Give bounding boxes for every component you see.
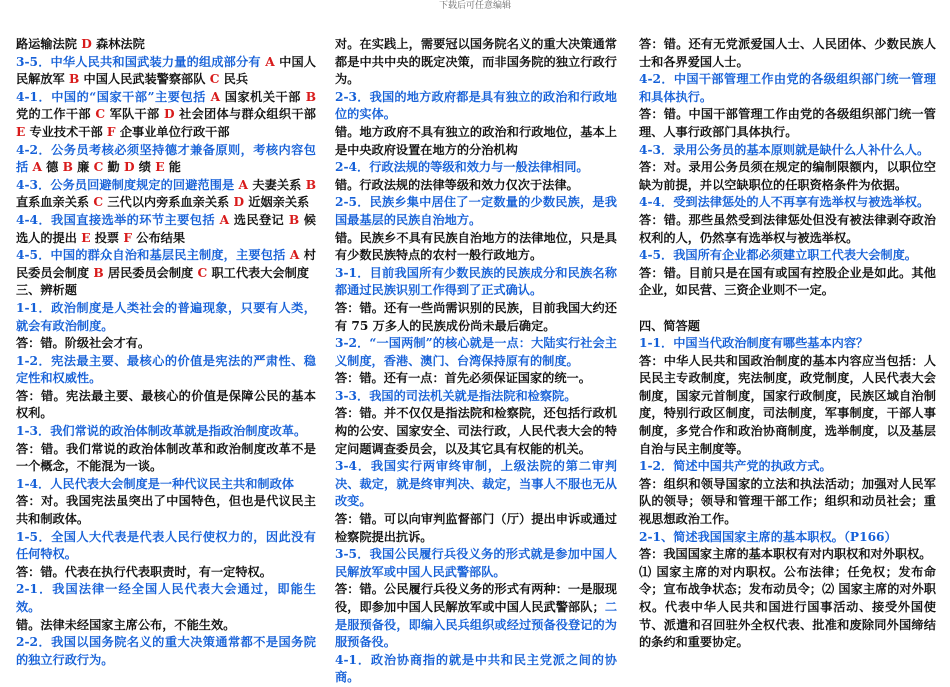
answer-text: 答：错。还有一些尚需识别的民族，目前我国大约还有 75 万多人的民族成份尚未最后确定。 xyxy=(335,300,617,333)
answer xyxy=(16,388,316,423)
question xyxy=(16,353,316,388)
question xyxy=(16,634,316,669)
question-text: 1-1．政治制度是人类社会的普遍现象，只要有人类，就会有政治制度。 xyxy=(16,300,316,333)
question xyxy=(335,652,617,687)
question-text: 3-5．中华人民共和国武装力量的组成部分有 xyxy=(16,54,266,69)
answer-text: 答：错。可以向审判监督部门（厅）提出申诉或通过检察院提出抗诉。 xyxy=(335,512,617,544)
section-heading-text: 四、简答题 xyxy=(639,318,700,333)
option-letter: C xyxy=(209,72,220,87)
question-text: 2-1、简述我国国家主席的基本职权。（P166） xyxy=(639,529,897,544)
answer xyxy=(16,564,316,582)
option-letter: E xyxy=(155,160,165,175)
question xyxy=(16,423,316,441)
answer-text: 答：错。宪法最主要、最核心的价值是保障公民的基本权利。 xyxy=(16,388,316,421)
question-text: 2-1．我国法律一经全国人民代表大会通过，即能生效。 xyxy=(16,582,316,614)
item-text: 绩 xyxy=(134,160,156,175)
section-heading xyxy=(639,318,936,336)
item-text: 德 xyxy=(41,160,63,175)
answer xyxy=(335,511,617,546)
answer-text: 错。行政法规的法律等级和效力仅次于法律。 xyxy=(335,177,579,192)
choice-item xyxy=(16,36,316,54)
question-text: 1-3．我们常说的政治体制改革就是指政治制度改革。 xyxy=(16,424,307,439)
answer-text: 答：对。录用公务员须在规定的编制限额内，以职位空缺为前提，并以空缺职位的任职资格条件为依据。 xyxy=(639,160,936,192)
choice-item xyxy=(16,89,316,142)
answer xyxy=(639,476,936,529)
question-text: 4-2．中国干部管理工作由党的各级组织部门统一管理和具体执行。 xyxy=(639,72,936,104)
answer xyxy=(16,441,316,476)
answer xyxy=(639,546,936,564)
answer xyxy=(16,335,316,353)
item-text: 居民委员会制度 xyxy=(103,265,198,280)
item-text: 廉 xyxy=(72,160,94,175)
item-text: 勤 xyxy=(103,160,124,175)
question-text: 3-3．我国的司法机关就是指法院和检察院。 xyxy=(335,388,577,403)
question xyxy=(335,89,617,124)
answer xyxy=(639,265,936,300)
option-letter: B xyxy=(305,89,316,104)
answer xyxy=(335,405,617,458)
question-text: 1-1．中国当代政治制度有哪些基本内容？ xyxy=(639,336,869,351)
answer xyxy=(335,36,617,89)
item-text: 近姻亲关系 xyxy=(244,195,310,210)
choice-item xyxy=(16,54,316,89)
item-text: 三代以内旁系血亲关系 xyxy=(103,195,234,210)
answer-text: 答：对。我国宪法虽突出了中国特色，但也是代议民主共和制政体。 xyxy=(16,494,316,527)
item-text: 投票 xyxy=(90,230,124,245)
question-text: 4-2．公务员考核必须坚持德才兼备原则，考核内容包括 xyxy=(16,142,316,175)
item-text: 森林法院 xyxy=(91,37,145,51)
item-text: 军队干部 xyxy=(105,107,164,122)
option-letter: C xyxy=(95,107,106,122)
question-text: 4-4．我国直接选举的环节主要包括 xyxy=(16,212,220,227)
option-letter: A xyxy=(289,248,300,263)
answer-text: 对。在实践上，需要冠以国务院名义的重大决策通常都是中共中央的既定决策，而非国务院的独立行政行为。 xyxy=(335,37,617,87)
item-text: 候选人的提出 xyxy=(16,212,316,245)
question-text: 4-3．公务员回避制度规定的回避范围是 xyxy=(16,177,239,192)
question-text: 4-5．中国的群众自治和基层民主制度，主要包括 xyxy=(16,248,290,263)
answer xyxy=(335,370,617,388)
option-letter: D xyxy=(164,107,175,122)
item-text: 夫妻关系 xyxy=(248,177,306,192)
item-text: 民兵 xyxy=(219,72,249,87)
answer-text: 错。地方政府不具有独立的政治和行政地位，基本上是中央政府设置在地方的分治机构 xyxy=(335,124,617,157)
answer-text: 答：错。还有一点：首先必须保证国家的统一。 xyxy=(335,371,591,386)
answer-text: 答：错。阶级社会才有。 xyxy=(16,336,151,351)
item-text: 选民登记 xyxy=(229,212,289,227)
answer xyxy=(335,230,617,265)
question-text: 1-4．人民代表大会制度是一种代议民主共和制政体 xyxy=(16,476,294,491)
section-heading-text: 三、辨析题 xyxy=(16,283,77,298)
question-text: 4-4．受到法律惩处的人不再享有选举权与被选举权。 xyxy=(639,195,930,210)
answer-text: 答：错。目前只是在国有或国有控股企业是如此。其他企业，如民营、三资企业则不一定。 xyxy=(639,265,936,298)
option-letter: C xyxy=(93,195,104,210)
answer xyxy=(639,36,936,71)
question xyxy=(639,71,936,106)
question-text: 1-5．全国人大代表是代表人民行使权力的，因此没有任何特权。 xyxy=(16,529,316,562)
item-text: 路运输法院 xyxy=(16,37,82,51)
question xyxy=(639,194,936,212)
question-text: 3-1．目前我国所有少数民族的民族成分和民族名称都通过民族识别工作得到了正式确认。 xyxy=(335,265,617,298)
question xyxy=(335,265,617,300)
choice-item xyxy=(16,247,316,282)
option-letter: B xyxy=(69,72,80,87)
item-text: 答：错。公民履行兵役义务的形式有两种：一是服现役，即参加中国人民解放军或中国人民武警部队； xyxy=(335,582,617,614)
question xyxy=(16,476,316,494)
option-letter: F xyxy=(123,230,133,245)
option-letter: B xyxy=(62,160,73,175)
item-text: 职工代表大会制度 xyxy=(207,265,309,280)
question xyxy=(335,388,617,406)
item-text: 社会团体与群众组织干部 xyxy=(174,107,316,122)
column-right xyxy=(639,36,936,652)
question-text: 3-4．我国实行两审终审制，上级法院的第二审判决、裁定，就是终审判决、裁定，当事人不服也无从改变。 xyxy=(335,459,617,509)
option-letter: B xyxy=(288,212,300,227)
answer xyxy=(335,300,617,335)
answer-text: 答：错。代表在执行代表职责时，有一定特权。 xyxy=(16,564,272,579)
section-heading xyxy=(16,282,316,300)
question xyxy=(335,159,617,177)
question xyxy=(639,335,936,353)
question-text: 1-2．简述中国共产党的执政方式。 xyxy=(639,459,832,474)
answer-text: 答：中华人民共和国政治制度的基本内容应当包括：人民民主专政制度，宪法制度，政党制度，人民代表大会制度，国家元首制度，国家行政制度，民族区域自治制度，特别行政区制度，司法制度，军事制度，干部人事制度，多党合作和政治协商制度，选举制度，以及基层自治与民主制度等。 xyxy=(639,353,936,456)
blank-line xyxy=(639,300,936,318)
question-text: 4-1．政治协商指的就是中共和民主党派之间的协商。 xyxy=(335,652,617,685)
item-text: 中国人民武装警察部队 xyxy=(79,72,210,87)
choice-item xyxy=(16,177,316,212)
item-text: 直系血亲关系 xyxy=(16,195,94,210)
question-text: 1-2．宪法最主要、最核心的价值是宪法的严肃性、稳定性和权威性。 xyxy=(16,353,316,386)
question xyxy=(335,546,617,581)
item-text: 企事业单位行政干部 xyxy=(115,124,230,139)
item-text: 党的工作干部 xyxy=(16,107,96,122)
choice-item xyxy=(16,142,316,177)
question-text: 4-5．我国所有企业都必须建立职工代表大会制度。 xyxy=(639,248,917,263)
option-letter: F xyxy=(106,124,116,139)
question xyxy=(639,529,936,547)
item-text: 国家机关干部 xyxy=(220,89,306,104)
question xyxy=(16,300,316,335)
answer-text: 答：错。中国干部管理工作由党的各级组织部门统一管理、人事行政部门具体执行。 xyxy=(639,107,936,139)
question-text: 2-4．行政法规的等级和效力与一般法律相同。 xyxy=(335,160,589,175)
item-text: 村民委员会制度 xyxy=(16,248,316,280)
answer-text: 答：错。那些虽然受到法律惩处但没有被法律剥夺政治权利的人，仍然享有选举权与被选举权。 xyxy=(639,212,936,245)
answer-text: 答：错。我们常说的政治体制改革和政治制度改革不是一个概念，不能混为一谈。 xyxy=(16,441,316,474)
option-letter: E xyxy=(16,124,26,139)
option-letter: C xyxy=(93,160,104,175)
option-letter: E xyxy=(81,230,91,245)
answer-text: ⑴ 国家主席的对内职权。公布法律；任免权；发布命令；宣布战争状态；发布动员令；⑵ 国家主席的对外职权。代表中华人民共和国进行国事活动、接受外国使节、派遣和召回驻外全权代表、批准和废除同外国缔结的条约和重要协定。 xyxy=(639,564,936,650)
item-text: 中国人民解放军 xyxy=(16,54,316,87)
answer-text: 答：我国国家主席的基本职权有对内职权和对外职权。 xyxy=(639,547,932,562)
question xyxy=(16,529,316,564)
answer-text: 错。民族乡不具有民族自治地方的法律地位，只是具有少数民族特点的农村一般行政地方。 xyxy=(335,230,617,263)
question-text: 3-5．我国公民履行兵役义务的形式就是参加中国人民解放军或中国人民武警部队。 xyxy=(335,547,617,579)
question xyxy=(335,458,617,511)
answer xyxy=(16,493,316,528)
answer-text: 答：错。还有无党派爱国人士、人民团体、少数民族人士和各界爱国人士。 xyxy=(639,37,936,69)
question xyxy=(16,581,316,616)
question xyxy=(639,458,936,476)
answer xyxy=(639,106,936,141)
choice-item xyxy=(16,212,316,247)
question-text: 2-3．我国的地方政府都是具有独立的政治和行政地位的实体。 xyxy=(335,89,617,122)
question-text: 4-1．中国的“国家干部”主要包括 xyxy=(16,89,211,104)
question-text: 3-2．“一国两制”的核心就是一点：大陆实行社会主义制度，香港、澳门、台湾保持原有的制度。 xyxy=(335,336,617,368)
answer-text: 答：错。并不仅仅是指法院和检察院，还包括行政机构的公安、国家安全、司法行政，人民代表大会的特定问题调查委员会，以及其它具有权能的机关。 xyxy=(335,406,617,456)
answer xyxy=(16,617,316,635)
answer xyxy=(335,124,617,159)
question-text: 二是服预备役，即编入民兵组织或经过预备役登记的为服预备役。 xyxy=(335,600,618,650)
question-text: 2-5．民族乡集中居住了一定数量的少数民族，是我国最基层的民族自治地方。 xyxy=(335,195,617,227)
question xyxy=(335,194,617,229)
option-letter: B xyxy=(93,265,104,280)
option-letter: A xyxy=(32,160,42,175)
question xyxy=(639,142,936,160)
answer-text: 错。法律未经国家主席公布，不能生效。 xyxy=(16,617,236,632)
option-letter: C xyxy=(197,265,208,280)
option-letter: B xyxy=(305,177,316,192)
answer xyxy=(639,353,936,459)
question xyxy=(335,335,617,370)
question-text: 2-2．我国以国务院名义的重大决策通常都不是国务院的独立行政行为。 xyxy=(16,635,316,667)
question-text: 4-3．录用公务员的基本原则就是缺什么人补什么人。 xyxy=(639,142,930,157)
option-letter: D xyxy=(123,160,135,175)
option-letter: D xyxy=(233,195,245,210)
page-header-note: 下载后可任意编辑 xyxy=(438,1,511,11)
answer xyxy=(639,212,936,247)
item-text: 专业技术干部 xyxy=(25,124,107,139)
item-text: 公布结果 xyxy=(132,230,186,245)
answer xyxy=(639,159,936,194)
answer xyxy=(639,564,936,652)
option-letter: D xyxy=(81,37,92,51)
option-letter: A xyxy=(265,54,275,69)
option-letter: A xyxy=(219,212,230,227)
question xyxy=(639,247,936,265)
answer-text: 答：组织和领导国家的立法和执法活动；加强对人民军队的领导；领导和管理干部工作；组织和动员社会；重视思想政治工作。 xyxy=(639,476,936,527)
column-left xyxy=(16,36,316,669)
choice-item xyxy=(335,581,617,651)
answer xyxy=(335,177,617,195)
item-text: 能 xyxy=(164,160,181,175)
option-letter: A xyxy=(210,89,221,104)
option-letter: A xyxy=(238,177,249,192)
column-middle xyxy=(335,36,617,687)
